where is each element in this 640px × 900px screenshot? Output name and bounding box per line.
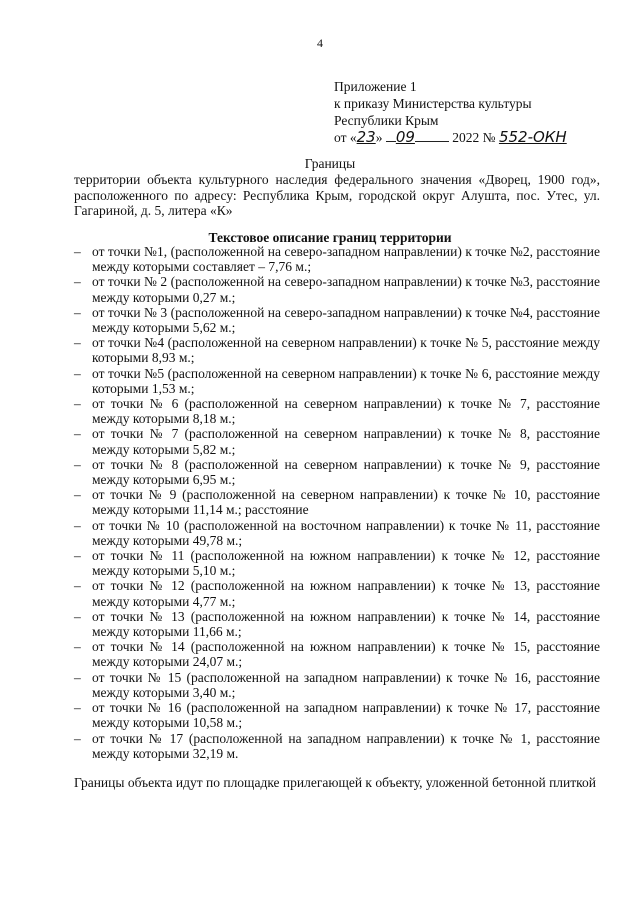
list-item [74, 457, 600, 487]
list-bullet: – [74, 578, 81, 594]
list-item-text: от точки № 12 (расположенной на южном направлении) к точке № 13, расстояние между которыми 4,77 м.; [92, 578, 600, 609]
footer-note: Границы объекта идут по площадке прилегающей к объекту, уложенной бетонной плиткой [74, 775, 597, 790]
list-item [74, 639, 600, 669]
date-blank-left [386, 129, 396, 142]
list-item-text: от точки № 17 (расположенной на западном направлении) к точке № 1, расстояние между которыми 32,19 м. [92, 730, 600, 761]
boundary-description-list [74, 244, 600, 761]
list-item [74, 670, 600, 700]
list-item-text: от точки № 8 (расположенной на северном направлении) к точке № 9, расстояние между которыми 6,95 м.; [92, 456, 600, 488]
list-item [74, 274, 600, 304]
intro-paragraph: территории объекта культурного наследия федерального значения «Дворец, 1900 год», расположенного по адресу: Республика Крым, городской округ Алушта, пос. Утес, ул. Гагариной, д. 5, литера «К» [74, 172, 600, 218]
list-bullet: – [74, 396, 81, 412]
list-item-text: от точки № 16 (расположенной на западном направлении) к точке № 17, расстояние между которыми 10,58 м.; [92, 700, 600, 731]
list-bullet: – [74, 426, 81, 442]
list-item [74, 518, 600, 548]
list-bullet: – [74, 548, 81, 564]
list-item-text: от точки № 2 (расположенной на северо-западном направлении) к точке №3, расстояние между которыми 0,27 м.; [92, 274, 600, 305]
appendix-ministry-line: Республики Крым [334, 113, 439, 128]
list-item [74, 578, 600, 608]
list-item-text: от точки №5 (расположенной на северном направлении) к точке № 6, расстояние между которыми 1,53 м.; [92, 365, 600, 396]
list-item [74, 305, 600, 335]
list-item-text: от точки № 6 (расположенной на северном направлении) к точке № 7, расстояние между которыми 8,18 м.; [92, 396, 600, 427]
list-item [74, 335, 600, 365]
date-blank-right [415, 129, 449, 142]
list-item-text: от точки № 13 (расположенной на южном направлении) к точке № 14, расстояние между которыми 11,66 м.; [92, 608, 600, 640]
list-bullet: – [74, 517, 81, 533]
list-bullet: – [74, 244, 81, 259]
year-text: 2022 № [452, 130, 496, 145]
list-item [74, 366, 600, 396]
list-bullet: – [74, 365, 81, 381]
list-item [74, 548, 600, 578]
list-item [74, 244, 600, 274]
document-title: Границы [304, 156, 356, 171]
list-bullet: – [74, 639, 81, 655]
list-item [74, 700, 600, 730]
section-subtitle: Текстовое описание границ территории [208, 230, 452, 245]
list-bullet: – [74, 487, 81, 503]
appendix-order-line: к приказу Министерства культуры [334, 96, 532, 111]
handwritten-day: 23 [356, 128, 376, 146]
appendix-date-line [334, 129, 567, 146]
list-bullet: – [74, 274, 81, 290]
list-item-text: от точки №1, (расположенной на северо-западном направлении) к точке №2, расстояние между которыми составляет – 7,76 м.; [92, 244, 600, 275]
list-bullet: – [74, 304, 81, 320]
list-item-text: от точки № 15 (расположенной на западном направлении) к точке № 16, расстояние между которыми 3,40 м.; [92, 669, 600, 700]
list-bullet: – [74, 335, 81, 351]
list-item [74, 396, 600, 426]
list-bullet: – [74, 456, 81, 472]
list-bullet: – [74, 669, 81, 685]
list-bullet: – [74, 608, 81, 624]
list-item [74, 609, 600, 639]
handwritten-number: 552-ОКН [498, 128, 567, 146]
list-item-text: от точки № 10 (расположенной на восточном направлении) к точке № 11, расстояние между которыми 49,78 м.; [92, 517, 600, 548]
list-item-text: от точки №4 (расположенной на северном направлении) к точке № 5, расстояние между которыми 8,93 м.; [92, 335, 600, 366]
page-number: 4 [317, 36, 323, 50]
list-item [74, 731, 600, 761]
list-item [74, 426, 600, 456]
list-item-text: от точки № 3 (расположенной на северо-западном направлении) к точке №4, расстояние между которыми 5,62 м.; [92, 304, 600, 336]
handwritten-month: 09 [395, 128, 415, 146]
appendix-header [334, 78, 567, 146]
list-item-text: от точки № 7 (расположенной на северном направлении) к точке № 8, расстояние между которыми 5,82 м.; [92, 426, 600, 457]
date-prefix: от « [334, 130, 357, 145]
appendix-title: Приложение 1 [334, 79, 417, 94]
list-bullet: – [74, 700, 81, 716]
list-bullet: – [74, 730, 81, 746]
date-mid: » [375, 130, 383, 145]
list-item-text: от точки № 9 (расположенной на северном направлении) к точке № 10, расстояние между которыми 11,14 м.; расстояние [92, 487, 600, 518]
list-item-text: от точки № 11 (расположенной на южном направлении) к точке № 12, расстояние между которыми 5,10 м.; [92, 548, 600, 579]
list-item [74, 487, 600, 517]
list-item-text: от точки № 14 (расположенной на южном направлении) к точке № 15, расстояние между которыми 24,07 м.; [92, 639, 600, 670]
